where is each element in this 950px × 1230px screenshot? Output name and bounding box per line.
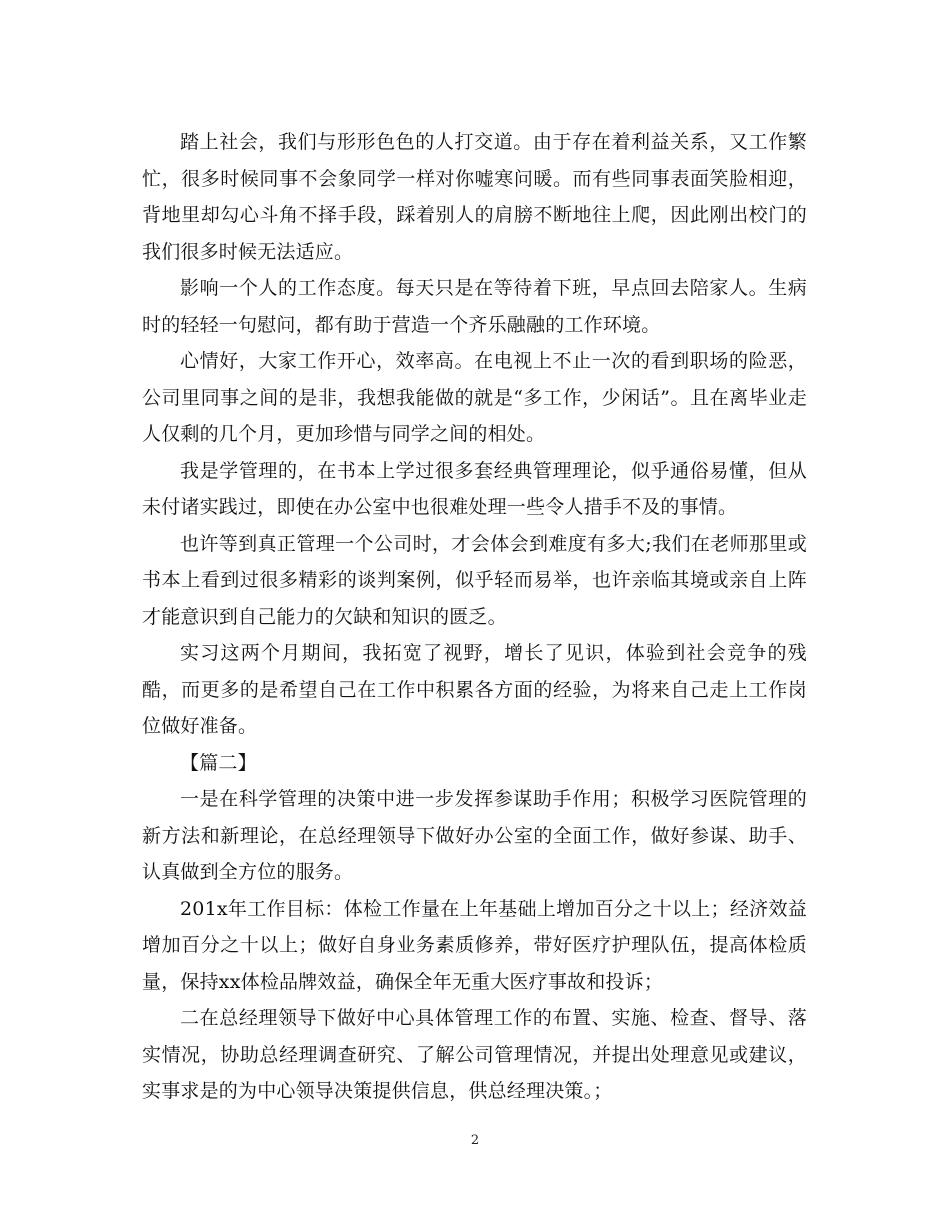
document-body bbox=[142, 124, 807, 1110]
paragraph: 踏上社会，我们与形形色色的人打交道。由于存在着利益关系，又工作繁忙，很多时候同事不会象同学一样对你嘘寒问暖。而有些同事表面笑脸相迎，背地里却勾心斗角不择手段，踩着别人的肩膀不断地往上爬，因此刚出校门的我们很多时候无法适应。 bbox=[142, 131, 807, 263]
paragraph: 201x年工作目标：体检工作量在上年基础上增加百分之十以上；经济效益增加百分之十以上；做好自身业务素质修养，带好医疗护理队伍，提高体检质量，保持xx体检品牌效益，确保全年无重大医疗事故和投诉； bbox=[142, 897, 807, 993]
paragraph: 心情好，大家工作开心，效率高。在电视上不止一次的看到职场的险恶，公司里同事之间的是非，我想我能做的就是“多工作，少闲话”。且在离毕业走人仅剩的几个月，更加珍惜与同学之间的相处。 bbox=[142, 350, 807, 445]
paragraph: 二在总经理领导下做好中心具体管理工作的布置、实施、检查、督导、落实情况，协助总经理调查研究、了解公司管理情况，并提出处理意见或建议，实事求是的为中心领导决策提供信息，供总经理决策。； bbox=[142, 1007, 807, 1102]
paragraph: 一是在科学管理的决策中进一步发挥参谋助手作用；积极学习医院管理的新方法和新理论，在总经理领导下做好办公室的全面工作，做好参谋、助手、认真做到全方位的服务。 bbox=[142, 788, 807, 883]
paragraph: 也许等到真正管理一个公司时，才会体会到难度有多大;我们在老师那里或书本上看到过很多精彩的谈判案例，似乎轻而易举，也许亲临其境或亲自上阵才能意识到自己能力的欠缺和知识的匮乏。 bbox=[142, 532, 807, 628]
paragraph: 实习这两个月期间，我拓宽了视野，增长了见识，体验到社会竞争的残酷，而更多的是希望自己在工作中积累各方面的经验，为将来自己走上工作岗位做好准备。 bbox=[142, 642, 807, 737]
page-number: 2 bbox=[470, 1133, 480, 1148]
paragraph: 我是学管理的，在书本上学过很多套经典管理理论，似乎通俗易懂，但从未付诸实践过，即使在办公室中也很难处理一些令人措手不及的事情。 bbox=[142, 459, 807, 518]
section-heading: 【篇二】 bbox=[180, 751, 257, 774]
paragraph: 影响一个人的工作态度。每天只是在等待着下班，早点回去陪家人。生病时的轻轻一句慰问，都有助于营造一个齐乐融融的工作环境。 bbox=[142, 277, 807, 336]
